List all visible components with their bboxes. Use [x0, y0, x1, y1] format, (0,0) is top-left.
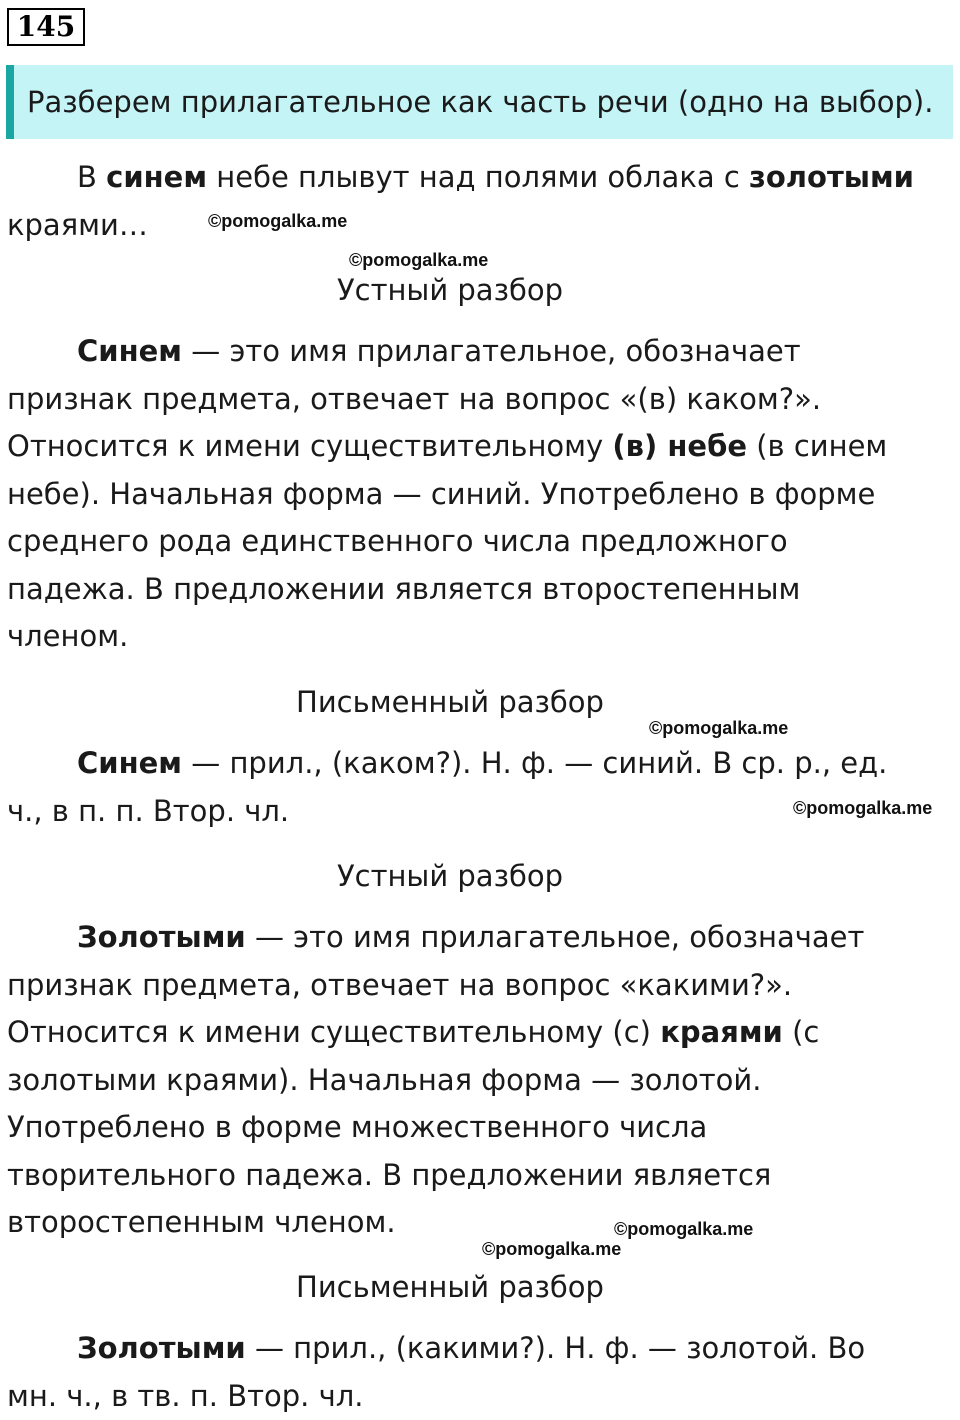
- example-sentence: В синем небе плывут над полями облака с золотыми краями…: [7, 160, 914, 242]
- parsed-word: Золотыми: [77, 920, 246, 954]
- highlight-word: золотыми: [749, 160, 914, 194]
- watermark: ©pomogalka.me: [349, 250, 489, 270]
- task-text: Разберем прилагательное как часть речи (одно на выбор).: [27, 85, 934, 119]
- watermark: ©pomogalka.me: [208, 211, 348, 231]
- watermark: ©pomogalka.me: [482, 1239, 622, 1259]
- exercise-number: 145: [7, 8, 85, 46]
- written-parse-sinem: Синем — прил., (каком?). Н. ф. — синий. В ср. р., ед. ч., в п. п. Втор. чл.: [7, 746, 888, 828]
- section-heading: Устный разбор: [336, 859, 564, 893]
- highlight-word: синем: [106, 160, 208, 194]
- watermark: ©pomogalka.me: [793, 798, 933, 818]
- section-heading: Письменный разбор: [296, 1270, 604, 1304]
- oral-parse-sinem: Синем — это имя прилагательное, обозначает признак предмета, отвечает на вопрос «(в) каком?». Относится к имени существительному (в) небе (в синем небе). Начальная форма — синий. Употреблено в форме среднего рода единственного числа предложного падежа. В предложении является второстепенным членом.: [7, 334, 888, 653]
- watermark: ©pomogalka.me: [614, 1219, 754, 1239]
- watermark: ©pomogalka.me: [649, 718, 789, 738]
- parsed-word: Золотыми: [77, 1331, 246, 1365]
- section-heading: Устный разбор: [336, 273, 564, 307]
- task-banner: [6, 65, 953, 139]
- parsed-word: Синем: [77, 746, 183, 780]
- oral-parse-zolotymi: Золотыми — это имя прилагательное, обозначает признак предмета, отвечает на вопрос «какими?». Относится к имени существительному (с) краями (с золотыми краями). Начальная форма — золотой. Употреблено в форме множественного числа творительного падежа. В предложении является второстепенным членом.: [7, 920, 865, 1239]
- written-parse-zolotymi: Золотыми — прил., (какими?). Н. ф. — золотой. Во мн. ч., в тв. п. Втор. чл.: [7, 1331, 866, 1413]
- section-heading: Письменный разбор: [296, 685, 604, 719]
- parsed-word: Синем: [77, 334, 183, 368]
